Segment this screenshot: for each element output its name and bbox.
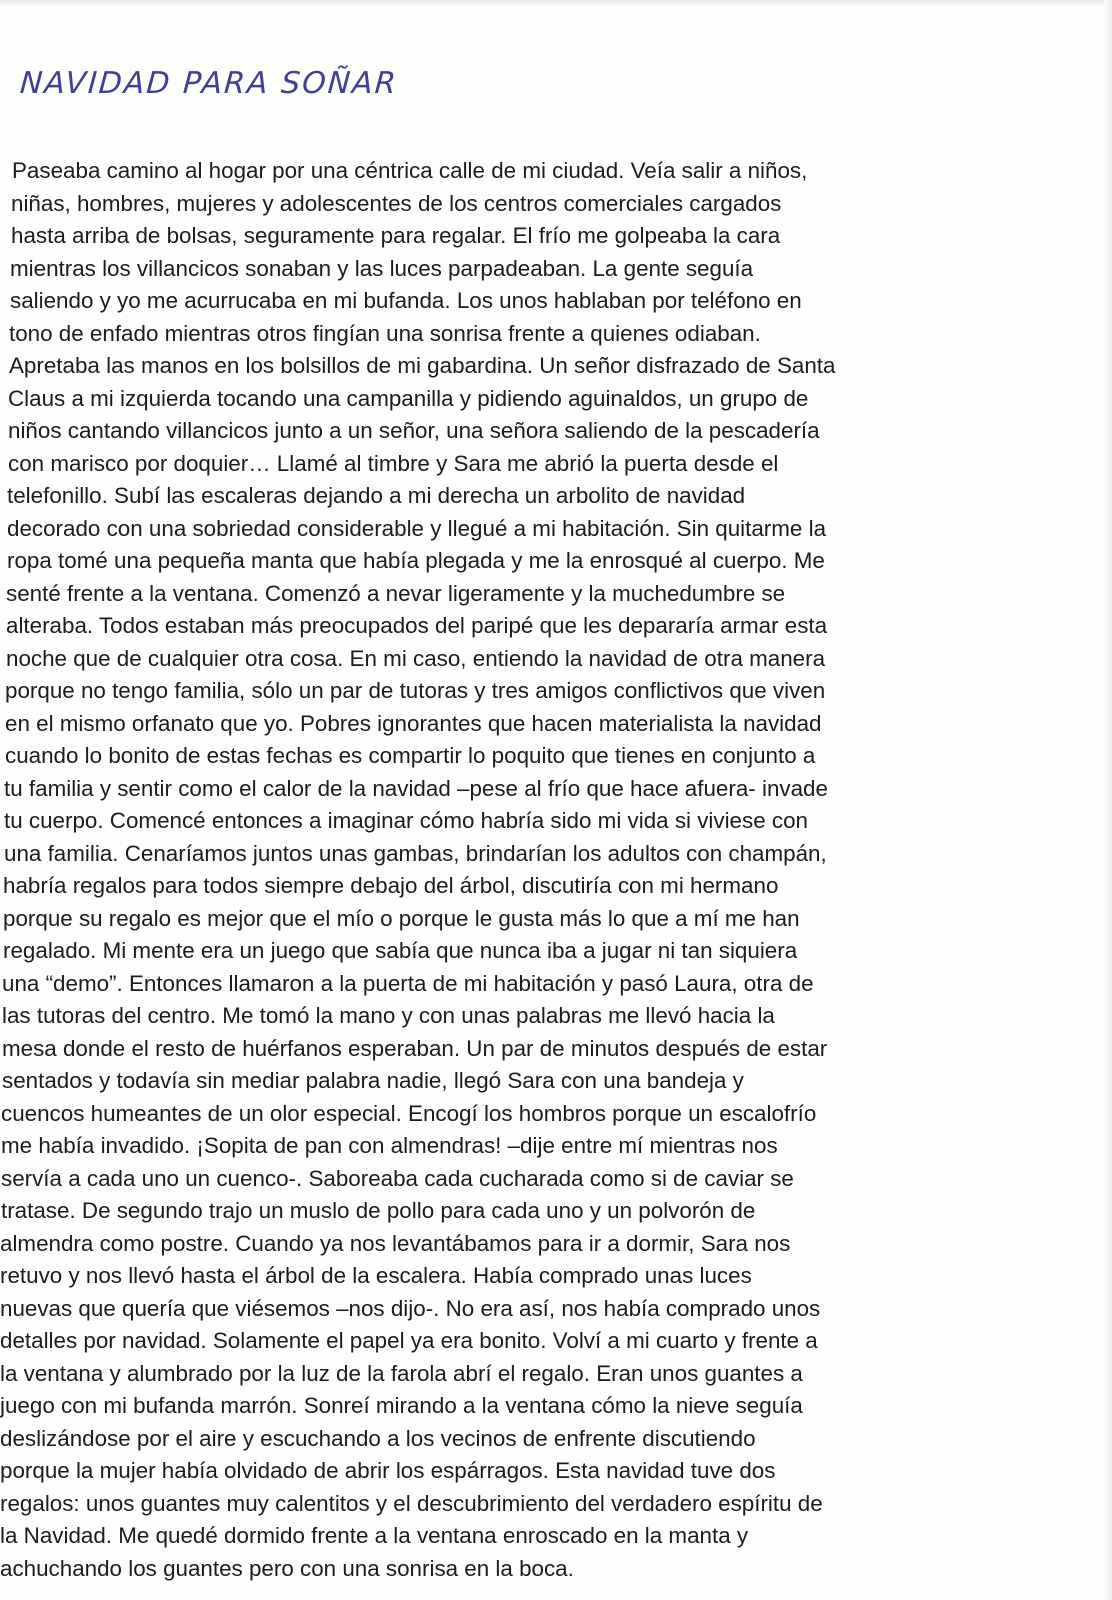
text-line: tratase. De segundo trajo un muslo de pollo para cada uno y un polvorón de (1, 1198, 756, 1223)
text-line: tu cuerpo. Comencé entonces a imaginar cómo habría sido mi vida si viviese con (4, 808, 808, 833)
text-line: telefonillo. Subí las escaleras dejando a mi derecha un arbolito de navidad (7, 483, 746, 508)
text-line: me había invadido. ¡Sopita de pan con almendras! –dije entre mí mientras nos (1, 1133, 778, 1158)
page-right-shadow (1104, 0, 1112, 1600)
text-line: alteraba. Todos estaban más preocupados del paripé que les depararía armar esta (6, 613, 828, 638)
text-line: niños cantando villancicos junto a un señor, una señora saliendo de la pescadería (8, 418, 820, 443)
story-body (0, 155, 1100, 1585)
text-line: tu familia y sentir como el calor de la navidad –pese al frío que hace afuera- invade (4, 775, 828, 801)
text-line: la Navidad. Me quedé dormido frente a la ventana enroscado en la manta y (0, 1523, 749, 1548)
page-top-shadow (0, 0, 1112, 6)
text-line: decorado con una sobriedad considerable y llegué a mi habitación. Sin quitarme la (7, 515, 827, 541)
text-line: Claus a mi izquierda tocando una campanilla y pidiendo aguinaldos, un grupo de (8, 385, 809, 411)
text-line: almendra como postre. Cuando ya nos levantábamos para ir a dormir, Sara nos (0, 1230, 791, 1256)
text-line: noche que de cualquier otra cosa. En mi caso, entiendo la navidad de otra manera (6, 645, 826, 671)
text-line: senté frente a la ventana. Comenzó a nevar ligeramente y la muchedumbre se (6, 580, 786, 606)
text-line: las tutoras del centro. Me tomó la mano y con unas palabras me llevó hacia la (2, 1003, 775, 1028)
text-line: saliendo y yo me acurrucaba en mi bufanda. Los unos hablaban por teléfono en (10, 288, 802, 313)
text-line: juego con mi bufanda marrón. Sonreí mirando a la ventana cómo la nieve seguía (0, 1393, 803, 1418)
text-line: porque no tengo familia, sólo un par de tutoras y tres amigos conflictivos que viven (5, 678, 826, 703)
text-line: deslizándose por el aire y escuchando a los vecinos de enfrente discutiendo (0, 1425, 756, 1451)
text-line: porque su regalo es mejor que el mío o porque le gusta más lo que a mí me han (3, 905, 800, 931)
text-line: en el mismo orfanato que yo. Pobres ignorantes que hacen materialista la navidad (5, 710, 822, 736)
text-line: la ventana y alumbrado por la luz de la farola abrí el regalo. Eran unos guantes a (0, 1360, 803, 1386)
text-line: regalos: unos guantes muy calentitos y el descubrimiento del verdadero espíritu de (0, 1490, 823, 1516)
text-line: cuando lo bonito de estas fechas es compartir lo poquito que tienes en conjunto a (5, 743, 816, 768)
text-line: con marisco por doquier… Llamé al timbre y Sara me abrió la puerta desde el (8, 450, 779, 476)
text-line: tono de enfado mientras otros fingían una sonrisa frente a quienes odiaban. (9, 320, 761, 346)
text-line: achuchando los guantes pero con una sonrisa en la boca. (0, 1555, 574, 1581)
text-line: servía a cada uno un cuenco-. Saboreaba cada cucharada como si de caviar se (1, 1165, 794, 1191)
text-line: porque la mujer había olvidado de abrir los espárragos. Esta navidad tuve dos (0, 1458, 776, 1483)
handwritten-title: NAVIDAD PARA SOÑAR (18, 66, 399, 101)
text-line: regalado. Mi mente era un juego que sabía que nunca iba a jugar ni tan siquiera (3, 938, 798, 963)
text-line: nuevas que quería que viésemos –nos dijo-. No era así, nos había comprado unos (0, 1295, 821, 1321)
text-line: hasta arriba de bolsas, seguramente para regalar. El frío me golpeaba la cara (11, 223, 781, 248)
text-line: cuencos humeantes de un olor especial. Encogí los hombros porque un escalofrío (1, 1100, 817, 1126)
text-line: niñas, hombres, mujeres y adolescentes de los centros comerciales cargados (11, 190, 782, 216)
text-line: Paseaba camino al hogar por una céntrica calle de mi ciudad. Veía salir a niños, (12, 158, 808, 183)
text-line: detalles por navidad. Solamente el papel ya era bonito. Volví a mi cuarto y frente a (0, 1328, 818, 1353)
text-line: una “demo”. Entonces llamaron a la puerta de mi habitación y pasó Laura, otra de (2, 970, 814, 996)
text-line: mesa donde el resto de huérfanos esperaban. Un par de minutos después de estar (2, 1035, 828, 1061)
text-line: mientras los villancicos sonaban y las luces parpadeaban. La gente seguía (10, 255, 754, 281)
text-line: Apretaba las manos en los bolsillos de mi gabardina. Un señor disfrazado de Santa (9, 353, 836, 378)
text-line: una familia. Cenaríamos juntos unas gambas, brindarían los adultos con champán, (4, 840, 827, 866)
text-line: retuvo y nos llevó hasta el árbol de la escalera. Había comprado unas luces (0, 1263, 752, 1288)
text-line: sentados y todavía sin mediar palabra nadie, llegó Sara con una bandeja y (2, 1068, 744, 1093)
text-line: habría regalos para todos siempre debajo del árbol, discutiría con mi hermano (3, 873, 779, 898)
text-line: ropa tomé una pequeña manta que había plegada y me la enrosqué al cuerpo. Me (7, 548, 825, 573)
